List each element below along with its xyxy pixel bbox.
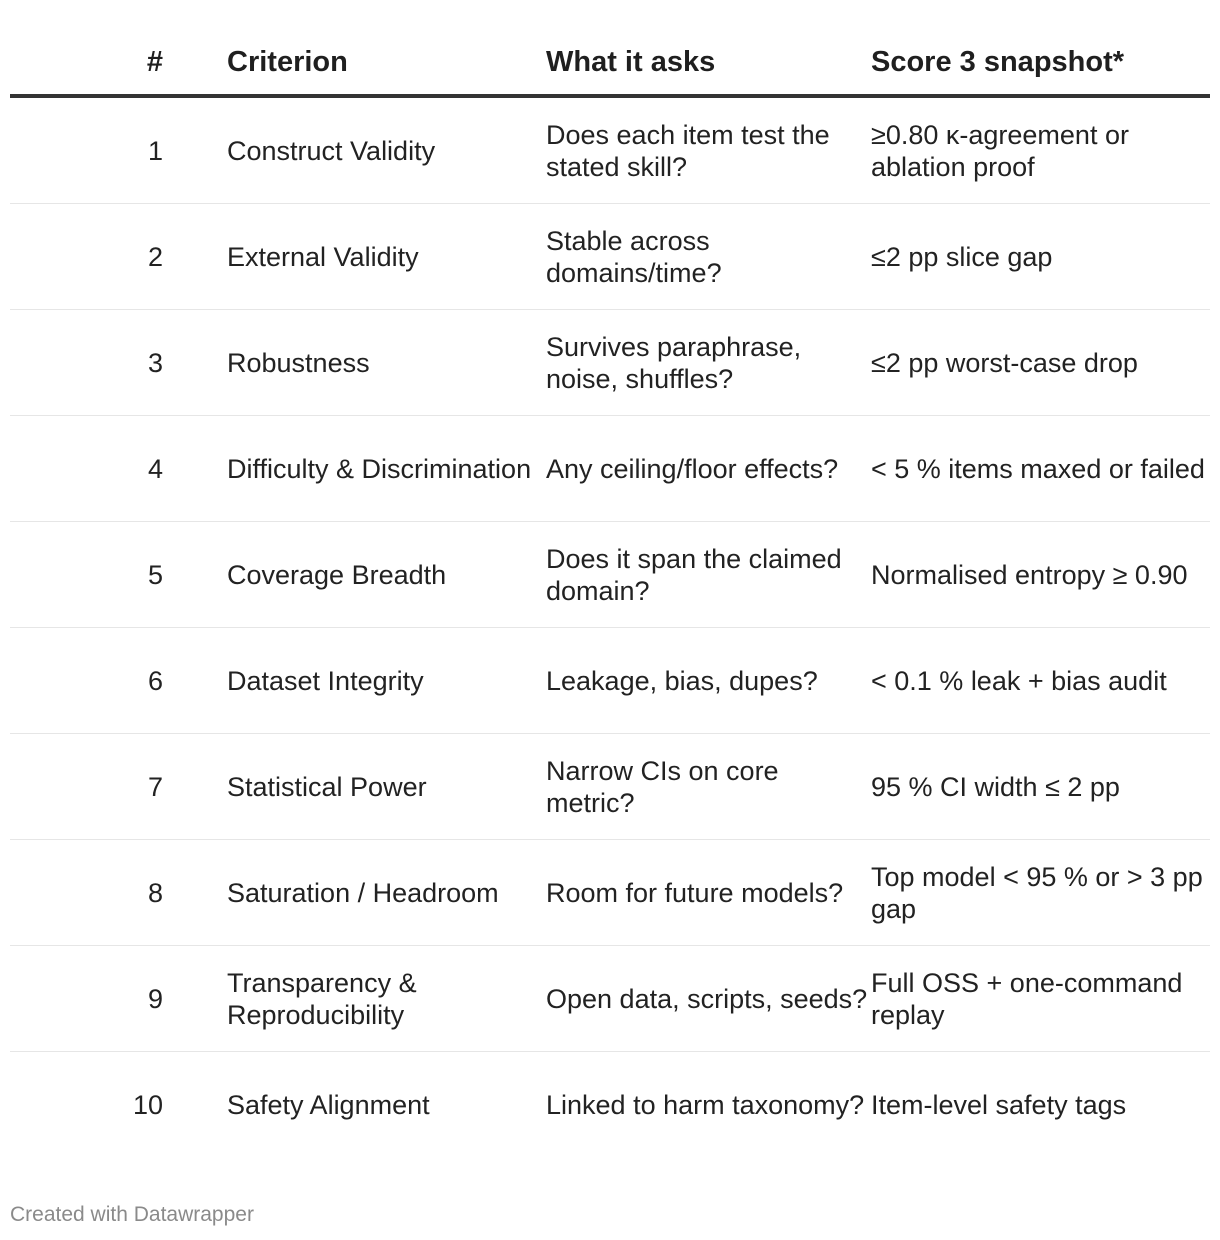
header-criterion: Criterion <box>227 46 348 78</box>
table-header <box>10 30 1210 98</box>
row-number: 1 <box>147 135 163 166</box>
row-score-snapshot: ≤2 pp slice gap <box>871 241 1053 272</box>
row-score-snapshot: ≤2 pp worst-case drop <box>871 347 1138 378</box>
header-what-it-asks: What it asks <box>546 46 716 78</box>
row-score-snapshot: 95 % CI width ≤ 2 pp <box>871 771 1120 802</box>
header-number: # <box>146 46 163 78</box>
table-row <box>10 416 1210 522</box>
row-number: 6 <box>147 665 163 696</box>
row-question: Open data, scripts, seeds? <box>546 983 868 1014</box>
row-criterion: Safety Alignment <box>227 1090 430 1120</box>
row-question: Narrow CIs on core metric? <box>546 755 779 818</box>
table-row <box>10 98 1210 204</box>
row-criterion: External Validity <box>227 241 419 272</box>
datawrapper-credit: Created with Datawrapper <box>10 1203 254 1226</box>
row-question: Survives paraphrase, noise, shuffles? <box>546 331 802 394</box>
row-score-snapshot: Full OSS + one-command replay <box>871 967 1183 1030</box>
row-score-snapshot: ≥0.80 κ-agreement or ablation proof <box>871 119 1129 182</box>
row-number: 2 <box>147 241 163 272</box>
row-number: 10 <box>132 1090 163 1120</box>
header-score-snapshot: Score 3 snapshot* <box>871 46 1125 78</box>
row-question: Leakage, bias, dupes? <box>546 665 818 696</box>
row-score-snapshot: Normalised entropy ≥ 0.90 <box>871 559 1188 590</box>
table-row <box>10 204 1210 310</box>
criteria-table <box>10 30 1210 1158</box>
row-question: Stable across domains/time? <box>546 225 722 288</box>
row-number: 4 <box>147 453 163 484</box>
row-criterion: Saturation / Headroom <box>227 877 499 908</box>
row-criterion: Statistical Power <box>227 771 427 802</box>
row-score-snapshot: Item-level safety tags <box>871 1090 1127 1120</box>
row-criterion: Transparency & Reproducibility <box>227 967 417 1030</box>
row-score-snapshot: < 0.1 % leak + bias audit <box>871 665 1167 696</box>
row-question: Does each item test the stated skill? <box>546 119 830 182</box>
row-score-snapshot: < 5 % items maxed or failed <box>871 453 1205 484</box>
row-criterion: Construct Validity <box>227 135 436 166</box>
row-number: 3 <box>147 347 163 378</box>
table-body <box>10 98 1210 1158</box>
table-row <box>10 946 1210 1052</box>
row-number: 8 <box>147 877 163 908</box>
table-row <box>10 1052 1210 1158</box>
table-row <box>10 522 1210 628</box>
row-number: 5 <box>147 559 163 590</box>
table-row <box>10 310 1210 416</box>
row-question: Does it span the claimed domain? <box>546 543 842 606</box>
row-criterion: Dataset Integrity <box>227 665 424 696</box>
row-number: 7 <box>147 771 163 802</box>
row-question: Room for future models? <box>546 877 844 908</box>
table-row <box>10 840 1210 946</box>
table-row <box>10 628 1210 734</box>
row-score-snapshot: Top model < 95 % or > 3 pp gap <box>871 861 1203 924</box>
row-criterion: Difficulty & Discrimination <box>227 453 532 484</box>
row-criterion: Robustness <box>227 347 370 378</box>
table-row <box>10 734 1210 840</box>
row-number: 9 <box>147 983 163 1014</box>
row-question: Linked to harm taxonomy? <box>546 1090 865 1120</box>
row-question: Any ceiling/floor effects? <box>546 453 839 484</box>
row-criterion: Coverage Breadth <box>227 559 447 590</box>
